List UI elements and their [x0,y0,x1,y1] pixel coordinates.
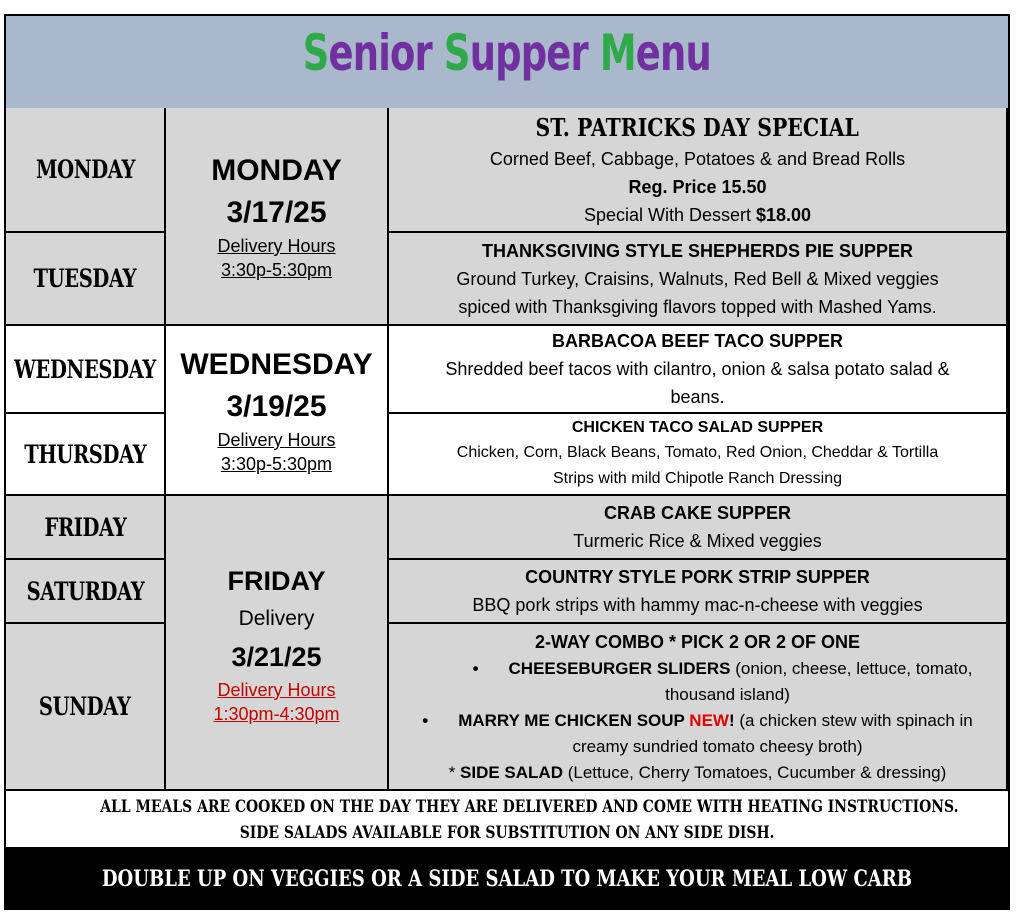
footer-line-1: ALL MEALS ARE COOKED ON THE DAY THEY ARE DELIVERED AND COME WITH HEATING INSTRUCTIONS. [100,797,959,817]
meal-desc: Shredded beef tacos with cilantro, onion & salsa potato salad & [445,359,950,379]
delivery-hours-label: Delivery Hours [217,236,336,256]
day-cell-saturday: SATURDAY [6,560,166,624]
footer-line-2: SIDE SALADS AVAILABLE FOR SUBSTITUTION ON ANY SIDE DISH. [239,823,775,843]
delivery-date: 3/17/25 [226,196,327,229]
footer-banner-text: DOUBLE UP ON VEGGIES OR A SIDE SALAD TO MAKE YOUR MEAL LOW CARB [101,866,913,892]
menu-title: Senior Supper Menu [302,24,712,82]
footer-banner [6,849,1008,910]
meal-desc: Corned Beef, Cabbage, Potatoes & and Bread Rolls [489,148,906,169]
combo-item-sliders: • CHEESEBURGER SLIDERS (onion, cheese, lettuce, tomato, [472,658,973,678]
delivery-monday [166,108,389,326]
delivery-date: 3/19/25 [226,390,327,423]
menu-title-bar [6,16,1008,110]
combo-item-soup: • MARRY ME CHICKEN SOUP NEW! (a chicken stew with spinach in [422,710,973,730]
meal-title: COUNTRY STYLE PORK STRIP SUPPER [525,567,870,587]
meal-title: 2-WAY COMBO * PICK 2 OR 2 OF ONE [534,631,861,652]
meal-desc: Turmeric Rice & Mixed veggies [573,531,822,551]
meal-desc: Strips with mild Chipotle Ranch Dressing [553,470,842,487]
day-cell-tuesday: TUESDAY [6,233,166,326]
meal-tuesday [389,233,1008,326]
day-cell-wednesday: WEDNESDAY [6,326,166,414]
meal-sunday [389,624,1008,791]
combo-item-sliders-cont: thousand island) [665,684,790,704]
day-cell-thursday: THURSDAY [6,414,166,496]
delivery-day: MONDAY [211,154,342,187]
delivery-word: Delivery [238,606,315,630]
meal-monday [389,108,1008,233]
meal-desc: Chicken, Corn, Black Beans, Tomato, Red Onion, Cheddar & Tortilla [456,444,939,461]
meal-desc: spiced with Thanksgiving flavors topped with Mashed Yams. [458,296,937,317]
meal-desc: Ground Turkey, Craisins, Walnuts, Red Bell & Mixed veggies [456,268,939,289]
day-cell-friday: FRIDAY [6,496,166,560]
meal-desc: BBQ pork strips with hammy mac-n-cheese with veggies [472,595,923,615]
meal-saturday [389,560,1008,624]
footer-notes [6,791,1008,849]
combo-item-soup-cont: creamy sundried tomato cheesy broth) [572,736,863,756]
day-cell-sunday: SUNDAY [6,624,166,791]
meal-price: Reg. Price 15.50 [628,176,767,197]
delivery-date: 3/21/25 [231,641,322,672]
delivery-hours: 1:30pm-4:30pm [213,703,340,724]
delivery-day: FRIDAY [227,565,326,596]
day-cell-monday: MONDAY [6,108,166,233]
meal-title: CRAB CAKE SUPPER [603,503,792,523]
meal-title: THANKSGIVING STYLE SHEPHERDS PIE SUPPER [481,240,914,261]
delivery-hours: 3:30p-5:30pm [220,260,333,280]
meal-title: ST. PATRICKS DAY SPECIAL [535,112,860,142]
meal-title: BARBACOA BEEF TACO SUPPER [551,331,843,351]
delivery-hours-label: Delivery Hours [217,430,336,450]
delivery-day: WEDNESDAY [180,348,373,381]
combo-item-salad: * SIDE SALAD (Lettuce, Cherry Tomatoes, Cucumber & dressing) [448,762,947,782]
delivery-hours: 3:30p-5:30pm [220,454,333,474]
menu-sheet [4,14,1010,910]
meal-wednesday [389,326,1008,414]
delivery-hours-label: Delivery Hours [217,679,336,700]
combo-list [422,656,973,786]
meal-title: CHICKEN TACO SALAD SUPPER [571,419,824,436]
meal-friday [389,496,1008,560]
delivery-friday [166,496,389,791]
meal-special: Special With Dessert $18.00 [583,204,812,225]
meal-desc: beans. [670,387,725,407]
meal-thursday [389,414,1008,496]
delivery-wednesday [166,326,389,496]
